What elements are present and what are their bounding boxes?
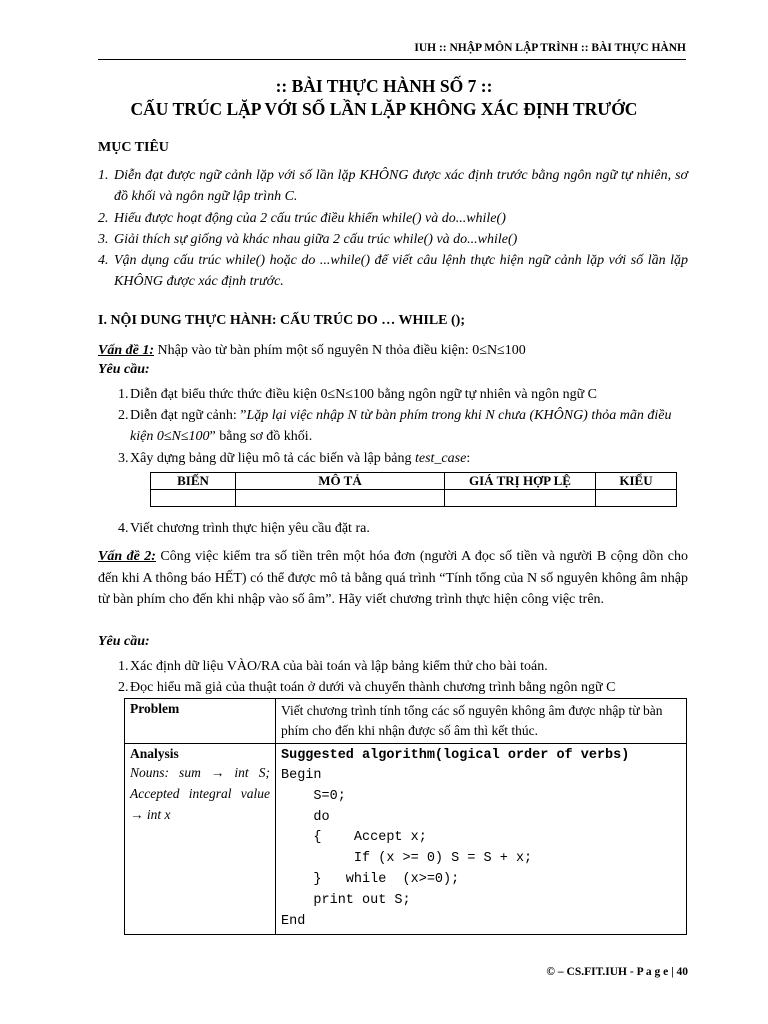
- table-cell: [236, 490, 445, 507]
- objective-number: 2.: [98, 210, 109, 226]
- requirement-text: Viết chương trình thực hiện yêu cầu đặt ra.: [130, 521, 370, 536]
- requirement-text-italic: Lặp lại việc nhập N từ bàn phím trong khi N chưa (KHÔNG) thỏa mãn điều kiện 0≤N≤100: [130, 408, 672, 445]
- code-line: { Accept x;: [281, 830, 427, 846]
- requirement-text-post: ” bằng sơ đồ khối.: [209, 429, 313, 445]
- code-line: End: [281, 913, 306, 929]
- table-cell: [125, 744, 276, 935]
- objective-number: 4.: [98, 253, 109, 269]
- column-header: BIẾN: [151, 473, 236, 490]
- objective-text: Giải thích sự giống và khác nhau giữa 2 cấu trúc while() và do...while(): [114, 231, 518, 247]
- code-line: Begin: [281, 768, 322, 783]
- problem2-text: Công việc kiểm tra số tiền trên một hóa đơn (người A đọc số tiền và người B cộng dồn cho đến khi A thông báo HẾT) có thể được mô tả bằng quá trình “Tính tổng của N số nguyên không âm nhập từ bàn phím cho đến khi nhập vào số âm”. Hãy viết chương trình thực hiện công việc trên.: [98, 549, 688, 607]
- column-header: MÔ TẢ: [236, 473, 445, 490]
- column-header: KIỂU: [596, 473, 677, 490]
- lab-title: :: BÀI THỰC HÀNH SỐ 7 ::: [275, 76, 493, 96]
- problem2-requirements: [98, 656, 688, 698]
- requirement-text: Xác định dữ liệu VÀO/RA của bài toán và lập bảng kiểm thử cho bài toán.: [130, 659, 548, 674]
- requirement-number: 1.: [118, 659, 129, 674]
- algorithm-table: [124, 698, 687, 935]
- requirement-item: [98, 518, 688, 539]
- requirement-text: Diễn đạt biểu thức thức điều kiện 0≤N≤100 bằng ngôn ngữ tự nhiên và ngôn ngữ C: [130, 387, 598, 402]
- objective-item: [98, 165, 688, 208]
- column-header: GIÁ TRỊ HỢP LỆ: [445, 473, 596, 490]
- requirement-item: [98, 448, 688, 469]
- requirement-item: [98, 656, 688, 677]
- algorithm-code: [281, 766, 681, 932]
- table-cell: [596, 490, 677, 507]
- table-cell: [151, 490, 236, 507]
- problem1-statement: [98, 340, 688, 362]
- problem-label: Problem: [130, 701, 180, 716]
- requirement-text-pre: Diễn đạt ngữ cảnh: ”: [130, 408, 247, 424]
- requirement-number: 2.: [118, 680, 129, 696]
- requirement-text-italic: test_case: [414, 450, 467, 466]
- problem1-label: Vấn đề 1:: [98, 343, 154, 358]
- objective-text: Hiểu được hoạt động của 2 cấu trúc điều khiển while() và do...while(): [114, 210, 506, 226]
- section-heading: I. NỘI DUNG THỰC HÀNH: CẤU TRÚC DO … WHILE ();: [98, 313, 466, 328]
- code-line: } while (x>=0);: [281, 871, 460, 887]
- problem1-requirements: [98, 384, 688, 469]
- algorithm-title: Suggested algorithm(logical order of verbs): [281, 748, 630, 763]
- problem1-requirements-continued: [98, 518, 688, 539]
- code-line: do: [281, 809, 330, 825]
- objective-text: Diễn đạt được ngữ cảnh lặp với số lần lặp KHÔNG được xác định trước bằng ngôn ngữ tự nhiên, sơ đồ khối và ngôn ngữ lập trình C.: [114, 168, 688, 205]
- code-line: S=0;: [281, 788, 346, 804]
- table-cell: [445, 490, 596, 507]
- problem1-requirements-heading: Yêu cầu:: [98, 362, 150, 377]
- requirement-text-post: :: [466, 450, 471, 466]
- problem2-requirements-heading: Yêu cầu:: [98, 634, 150, 649]
- objective-number: 1.: [98, 168, 109, 183]
- objective-item: [98, 250, 688, 293]
- requirement-text-pre: Xây dựng bảng dữ liệu mô tả các biến và lập bảng: [130, 450, 415, 466]
- problem2-statement: [98, 546, 688, 611]
- problem2-label: Vấn đề 2:: [98, 549, 156, 564]
- analysis-label: Analysis: [130, 746, 179, 761]
- objective-number: 3.: [98, 231, 109, 247]
- objective-text: Vận dụng cấu trúc while() hoặc do ...while() để viết câu lệnh thực hiện ngữ cảnh lặp với số lần lặp KHÔNG được xác định trước.: [114, 253, 688, 290]
- table-cell: [125, 699, 276, 744]
- requirement-number: 3.: [118, 450, 129, 466]
- requirement-text: Đọc hiểu mã giả của thuật toán ở dưới và chuyển thành chương trình bằng ngôn ngữ C: [130, 680, 616, 696]
- objectives-heading: MỤC TIÊU: [98, 140, 169, 155]
- requirement-item: [98, 677, 688, 698]
- requirement-item: [98, 384, 688, 405]
- table-row: [125, 744, 687, 935]
- problem-description: Viết chương trình tính tổng các số nguyên không âm được nhập từ bàn phím cho đến khi nhận được số âm thì kết thúc.: [276, 699, 687, 744]
- code-line: If (x >= 0) S = S + x;: [281, 851, 533, 867]
- code-line: print out S;: [281, 892, 411, 908]
- table-row: [125, 699, 687, 744]
- analysis-nouns: Nouns: sum → int S; Accepted integral value → int x: [130, 765, 270, 822]
- lab-subtitle: CẤU TRÚC LẶP VỚI SỐ LẦN LẶP KHÔNG XÁC ĐỊNH TRƯỚC: [130, 99, 638, 119]
- table-header-row: [151, 473, 677, 490]
- running-header: IUH :: NHẬP MÔN LẬP TRÌNH :: BÀI THỰC HÀNH: [98, 42, 686, 60]
- table-cell: [276, 744, 687, 935]
- objectives-list: [98, 165, 688, 293]
- requirement-item: [98, 405, 688, 447]
- requirement-number: 4.: [118, 521, 129, 536]
- objective-item: [98, 208, 688, 229]
- objective-item: [98, 229, 688, 250]
- table-row: [151, 490, 677, 507]
- requirement-number: 1.: [118, 387, 129, 402]
- page-footer: © – CS.FIT.IUH - P a g e | 40: [546, 966, 688, 978]
- variable-table: [150, 472, 677, 507]
- problem1-text: Nhập vào từ bàn phím một số nguyên N thỏa điều kiện: 0≤N≤100: [154, 343, 526, 358]
- requirement-number: 2.: [118, 408, 129, 424]
